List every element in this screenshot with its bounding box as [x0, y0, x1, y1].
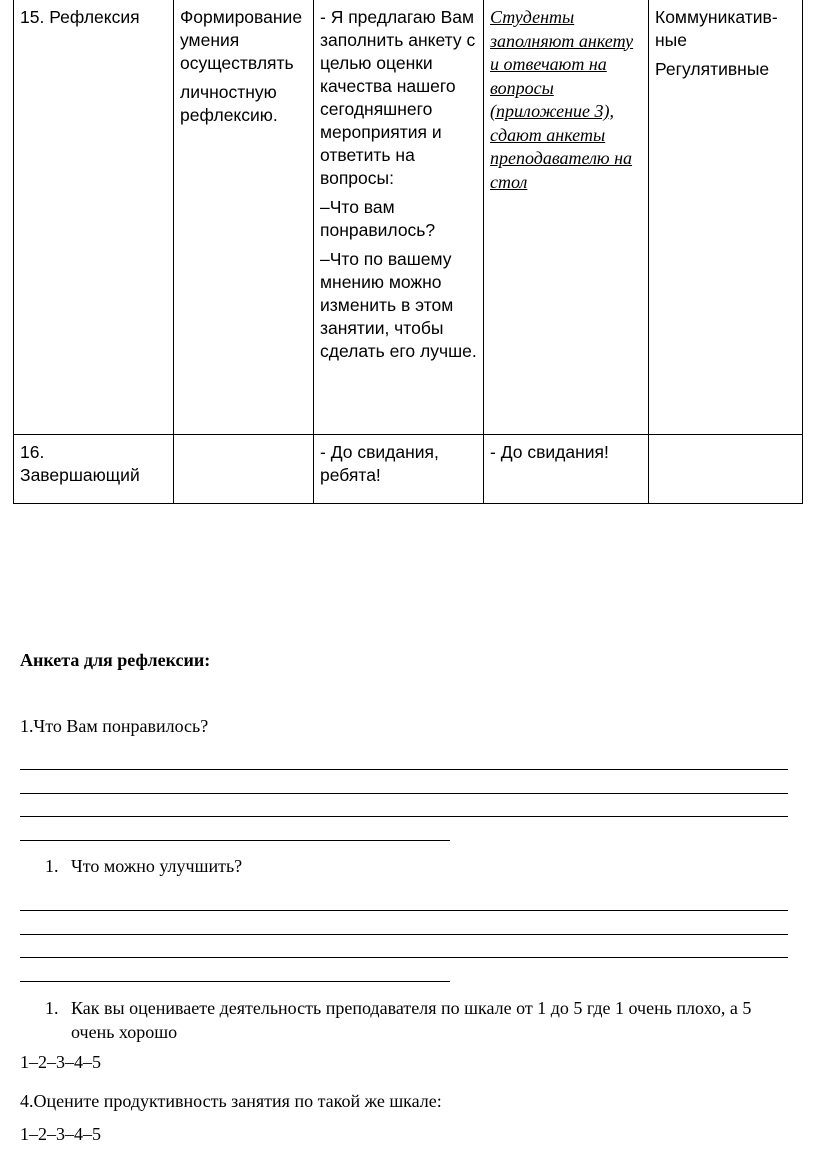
answer-line	[20, 816, 788, 817]
goal-text: Формирование умения осуществлять	[180, 7, 303, 73]
answer-line	[20, 769, 788, 770]
teacher-activity-cell	[314, 435, 484, 504]
student-activity-cell	[484, 0, 649, 435]
answer-line	[20, 793, 788, 794]
survey-question-4: 4.Оцените продуктивность занятия по такой же шкале:	[20, 1091, 442, 1111]
stage-cell	[14, 435, 174, 504]
lesson-plan-table	[13, 0, 803, 504]
answer-line	[20, 981, 450, 982]
answer-line	[20, 957, 788, 958]
goal-cell	[174, 435, 314, 504]
stage-cell	[14, 0, 174, 435]
uud-cell	[649, 435, 803, 504]
stage-label: 15. Рефлексия	[20, 7, 140, 27]
goal-cell	[174, 0, 314, 435]
survey-question-2	[45, 856, 242, 877]
table-row	[14, 0, 803, 435]
survey-question-3	[45, 996, 785, 1044]
answer-line	[20, 934, 788, 935]
uud-cell	[649, 0, 803, 435]
question-number: 1.	[45, 998, 59, 1018]
answer-line	[20, 840, 450, 841]
rating-scale: 1–2–3–4–5	[20, 1124, 101, 1144]
question-text: Что можно улучшить?	[71, 856, 243, 876]
uud-text: Регулятивные	[655, 59, 770, 79]
survey-question-1: 1.Что Вам понравилось?	[20, 716, 209, 736]
table-row	[14, 435, 803, 504]
teacher-text: - До свидания, ребята!	[320, 442, 439, 485]
survey-title: Анкета для рефлексии:	[20, 650, 211, 670]
question-number: 1.	[45, 856, 59, 876]
stage-label: 16. Завершающий	[20, 442, 140, 485]
answer-line	[20, 910, 788, 911]
uud-text: Коммуникатив-ные	[655, 7, 778, 50]
teacher-text: –Что по вашему мнению можно изменить в этом занятии, чтобы сделать его лучше.	[320, 249, 477, 361]
teacher-text: –Что вам понравилось?	[320, 197, 436, 240]
question-text: Как вы оцениваете деятельность преподавателя по шкале от 1 до 5 где 1 очень плохо, а 5 очень хорошо	[71, 998, 752, 1042]
teacher-activity-cell	[314, 0, 484, 435]
rating-scale: 1–2–3–4–5	[20, 1052, 101, 1072]
goal-text: личностную рефлексию.	[180, 82, 278, 125]
student-text: Студенты заполняют анкету и отвечают на вопросы (приложение 3), сдают анкеты преподавателю на стол	[490, 7, 634, 192]
teacher-text: - Я предлагаю Вам заполнить анкету с целью оценки качества нашего сегодняшнего мероприятия и ответить на вопросы:	[320, 7, 476, 188]
student-activity-cell	[484, 435, 649, 504]
student-text: - До свидания!	[490, 442, 609, 462]
